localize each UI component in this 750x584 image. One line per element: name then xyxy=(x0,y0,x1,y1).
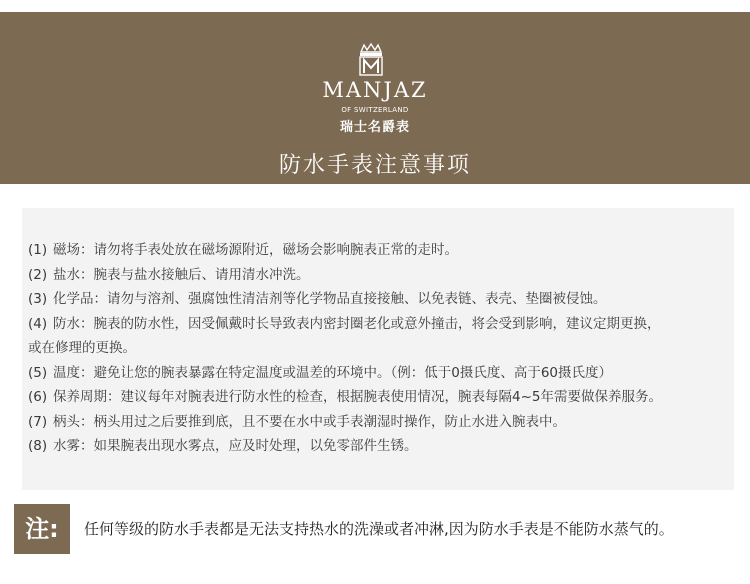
list-item xyxy=(28,287,728,312)
list-item xyxy=(28,385,728,410)
item-number: (1) xyxy=(28,242,48,258)
item-number: (2) xyxy=(28,266,48,283)
item-text: 磁场：请勿将手表处放在磁场源附近，磁场会影响腕表正常的走时。 xyxy=(53,242,458,258)
brand-name: MANJAZ xyxy=(322,78,428,102)
brand-subtitle: OF SWITZERLAND xyxy=(341,106,409,114)
precautions-list xyxy=(28,238,728,459)
item-number: (4) xyxy=(28,315,48,332)
item-text: 防水：腕表的防水性，因受佩戴时长导致表内密封圈老化或意外撞击，将会受到影响，建议定期更换， xyxy=(53,315,661,332)
item-text: 柄头：柄头用过之后要推到底，且不要在水中或手表潮湿时操作，防止水进入腕表中。 xyxy=(53,413,566,430)
item-text: 保养周期：建议每年对腕表进行防水性的检查，根据腕表使用情况，腕表每隔4~5年需要做保养服务。 xyxy=(53,389,662,405)
header-banner xyxy=(0,12,750,184)
item-number: (5) xyxy=(28,364,48,381)
list-item xyxy=(28,361,728,386)
list-item xyxy=(28,312,728,337)
note-label: 注: xyxy=(14,504,70,554)
item-text: 温度：避免让您的腕表暴露在特定温度或温差的环境中。（例：低于0摄氏度、高于60摄氏度） xyxy=(53,364,613,381)
item-number: (8) xyxy=(28,438,48,454)
item-number: (3) xyxy=(28,291,48,307)
list-item xyxy=(28,263,728,288)
list-item xyxy=(28,238,728,263)
crown-logo-icon xyxy=(355,42,387,76)
item-number: (7) xyxy=(28,413,48,430)
list-item xyxy=(28,434,728,459)
item-text: 盐水：腕表与盐水接触后、请用清水冲洗。 xyxy=(53,266,310,283)
brand-chinese-name: 瑞士名爵表 xyxy=(339,120,410,135)
item-text: 水雾：如果腕表出现水雾点，应及时处理，以免零部件生锈。 xyxy=(53,438,418,454)
list-item xyxy=(28,410,728,435)
note-text: 任何等级的防水手表都是无法支持热水的洗澡或者冲淋,因为防水手表是不能防水蒸气的。 xyxy=(84,520,674,538)
item-number: (6) xyxy=(28,389,48,405)
page-title: 防水手表注意事项 xyxy=(278,153,471,178)
item-continuation: 或在修理的更换。 xyxy=(28,340,136,356)
item-text: 化学品：请勿与溶剂、强腐蚀性清洁剂等化学物品直接接触、以免表链、表壳、垫圈被侵蚀。 xyxy=(53,291,607,307)
